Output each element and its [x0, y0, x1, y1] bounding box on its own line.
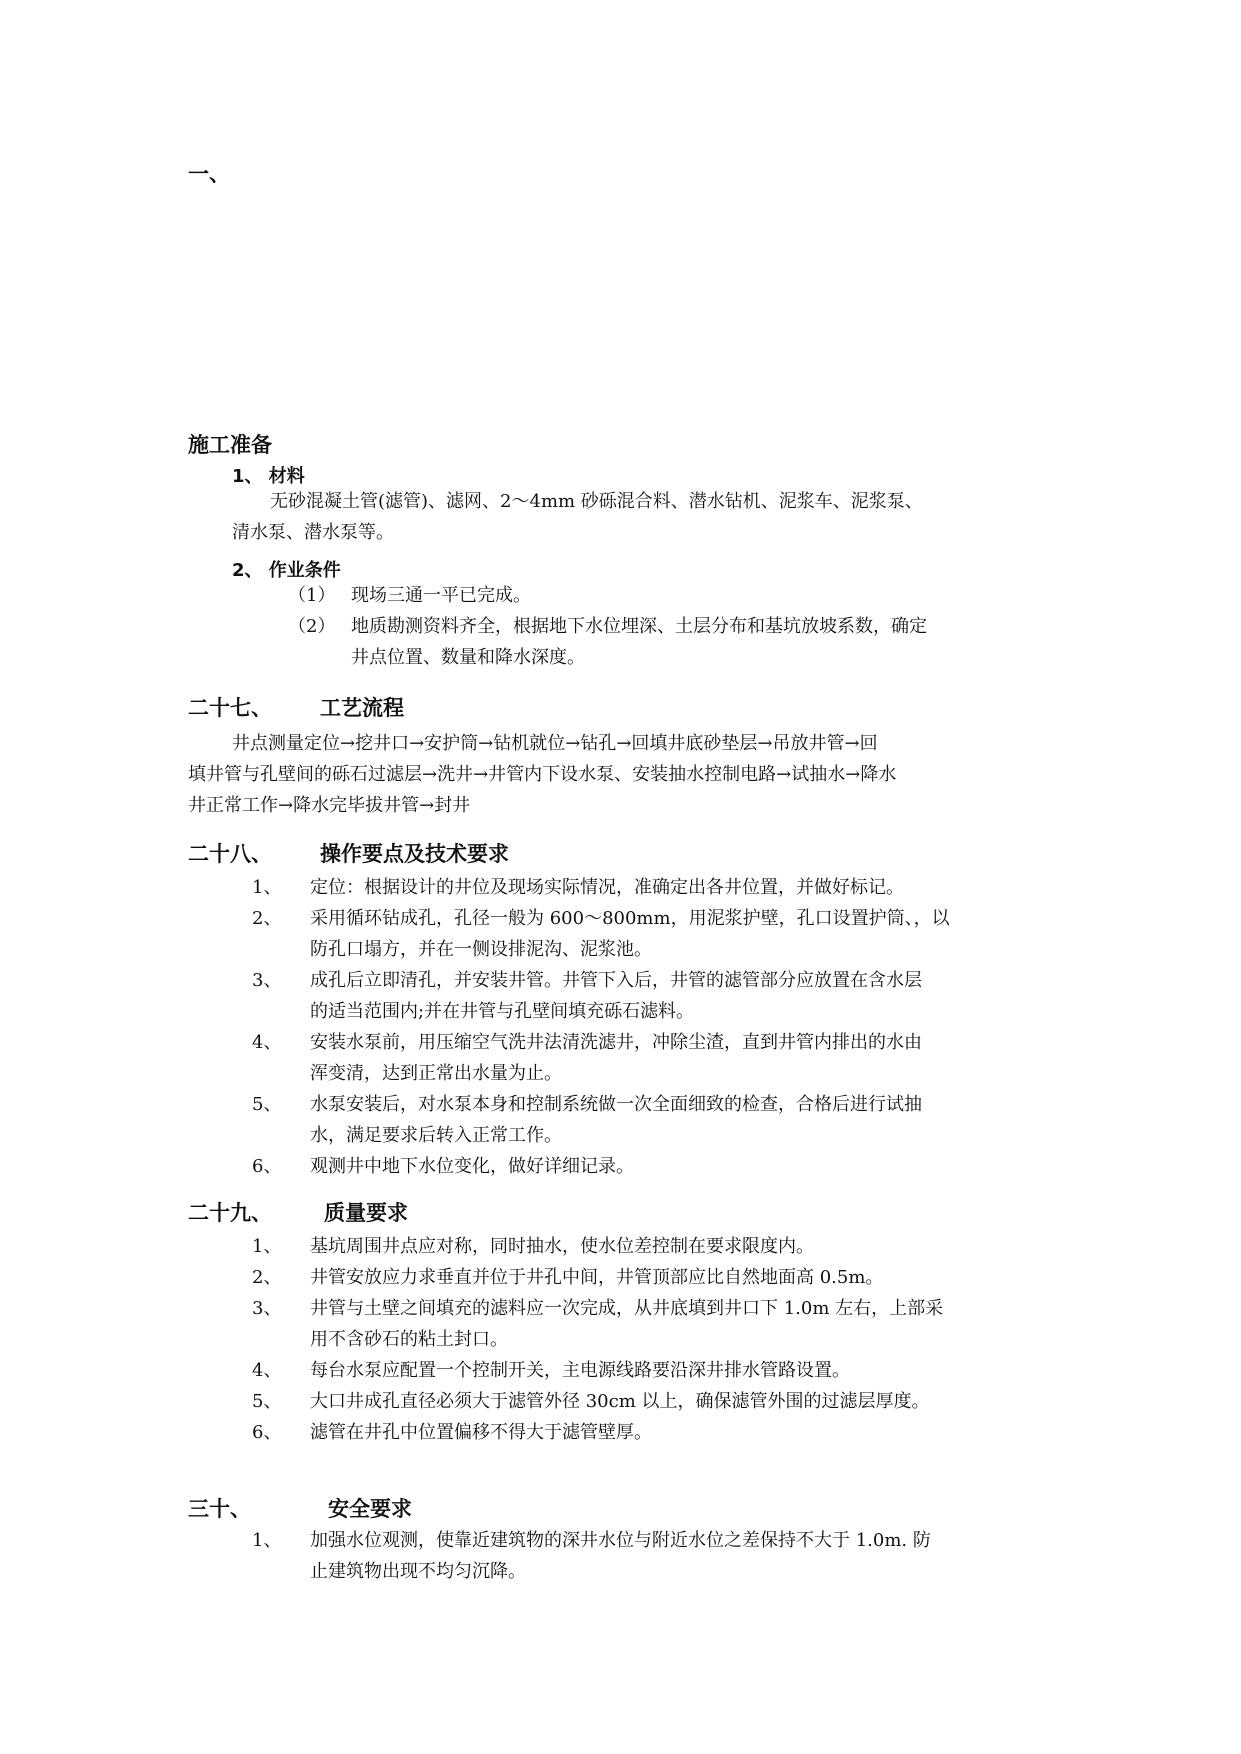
op-1-line-1: 定位：根据设计的井位及现场实际情况，准确定出各井位置，并做好标记。: [310, 877, 904, 898]
section-1-number: 一、: [188, 162, 230, 186]
section-30-heading: [188, 1493, 412, 1523]
process-line-3: 井正常工作→降水完毕拔井管→封井: [188, 795, 471, 816]
op-3-line-1: 成孔后立即清孔，并安装井管。井管下入后，井管的滤管部分应放置在含水层: [310, 970, 922, 991]
quality-4-number: 4、: [252, 1360, 282, 1381]
section-27-heading: [188, 692, 404, 722]
section-28-heading: [188, 838, 509, 868]
process-line-2: 填井管与孔壁间的砾石过滤层→洗井→井管内下设水泵、安装抽水控制电路→试抽水→降水: [188, 764, 897, 785]
condition-2-number: （2）: [288, 616, 336, 637]
safety-1-number: 1、: [252, 1530, 282, 1551]
op-6-number: 6、: [252, 1156, 282, 1177]
op-5-number: 5、: [252, 1094, 282, 1115]
quality-1-line-1: 基坑周围井点应对称，同时抽水，使水位差控制在要求限度内。: [310, 1236, 814, 1257]
section-30-number: 三十、: [188, 1497, 251, 1521]
process-line-1: 井点测量定位→挖井口→安护筒→钻机就位→钻孔→回填井底砂垫层→吊放井管→回: [232, 733, 878, 754]
section-1-title: 施工准备: [188, 433, 272, 457]
safety-1-line-2: 止建筑物出现不均匀沉降。: [310, 1561, 526, 1582]
section-29-title: 质量要求: [324, 1201, 408, 1225]
condition-2-line-2: 井点位置、数量和降水深度。: [351, 647, 585, 668]
op-2-line-1: 采用循环钻成孔，孔径一般为 600～800mm，用泥浆护壁，孔口设置护筒、，以: [310, 908, 950, 929]
op-3-number: 3、: [252, 970, 282, 991]
quality-2-line-1: 井管安放应力求垂直并位于井孔中间，井管顶部应比自然地面高 0.5m。: [310, 1267, 884, 1288]
section-30-title: 安全要求: [328, 1497, 412, 1521]
materials-line-1: 无砂混凝土管(滤管)、滤网、2～4mm 砂砾混合料、潜水钻机、泥浆车、泥浆泵、: [270, 491, 923, 512]
materials-line-2: 清水泵、潜水泵等。: [232, 522, 394, 543]
section-29-number: 二十九、: [188, 1201, 272, 1225]
condition-2-line-1: 地质勘测资料齐全，根据地下水位埋深、土层分布和基坑放坡系数，确定: [351, 616, 927, 637]
section-27-title: 工艺流程: [320, 696, 404, 720]
section-28-number: 二十八、: [188, 842, 272, 866]
safety-1-line-1: 加强水位观测，使靠近建筑物的深井水位与附近水位之差保持不大于 1.0m. 防: [310, 1530, 931, 1551]
condition-1-line-1: 现场三通一平已完成。: [351, 585, 531, 606]
op-3-line-2: 的适当范围内;并在井管与孔壁间填充砾石滤料。: [310, 1001, 695, 1022]
op-1-number: 1、: [252, 877, 282, 898]
op-4-line-1: 安装水泵前，用压缩空气洗井法清洗滤井，冲除尘渣，直到井管内排出的水由: [310, 1032, 922, 1053]
quality-2-number: 2、: [252, 1267, 282, 1288]
materials-heading: 1、 材料: [232, 466, 305, 487]
op-4-number: 4、: [252, 1032, 282, 1053]
quality-6-number: 6、: [252, 1422, 282, 1443]
section-27-number: 二十七、: [188, 696, 272, 720]
quality-3-number: 3、: [252, 1298, 282, 1319]
op-5-line-2: 水，满足要求后转入正常工作。: [310, 1125, 562, 1146]
quality-5-line-1: 大口井成孔直径必须大于滤管外径 30cm 以上，确保滤管外围的过滤层厚度。: [310, 1391, 930, 1412]
quality-3-line-1: 井管与土壁之间填充的滤料应一次完成，从井底填到井口下 1.0m 左右，上部采: [310, 1298, 944, 1319]
op-2-line-2: 防孔口塌方，并在一侧设排泥沟、泥浆池。: [310, 939, 652, 960]
conditions-heading: 2、 作业条件: [232, 560, 341, 581]
quality-5-number: 5、: [252, 1391, 282, 1412]
quality-1-number: 1、: [252, 1236, 282, 1257]
op-4-line-2: 浑变清，达到正常出水量为止。: [310, 1063, 562, 1084]
op-2-number: 2、: [252, 908, 282, 929]
quality-6-line-1: 滤管在井孔中位置偏移不得大于滤管壁厚。: [310, 1422, 652, 1443]
section-29-heading: [188, 1197, 408, 1227]
quality-3-line-2: 用不含砂石的粘土封口。: [310, 1329, 508, 1350]
condition-1-number: （1）: [288, 585, 336, 606]
section-28-title: 操作要点及技术要求: [320, 842, 509, 866]
op-5-line-1: 水泵安装后，对水泵本身和控制系统做一次全面细致的检查，合格后进行试抽: [310, 1094, 922, 1115]
op-6-line-1: 观测井中地下水位变化，做好详细记录。: [310, 1156, 634, 1177]
quality-4-line-1: 每台水泵应配置一个控制开关，主电源线路要沿深井排水管路设置。: [310, 1360, 850, 1381]
